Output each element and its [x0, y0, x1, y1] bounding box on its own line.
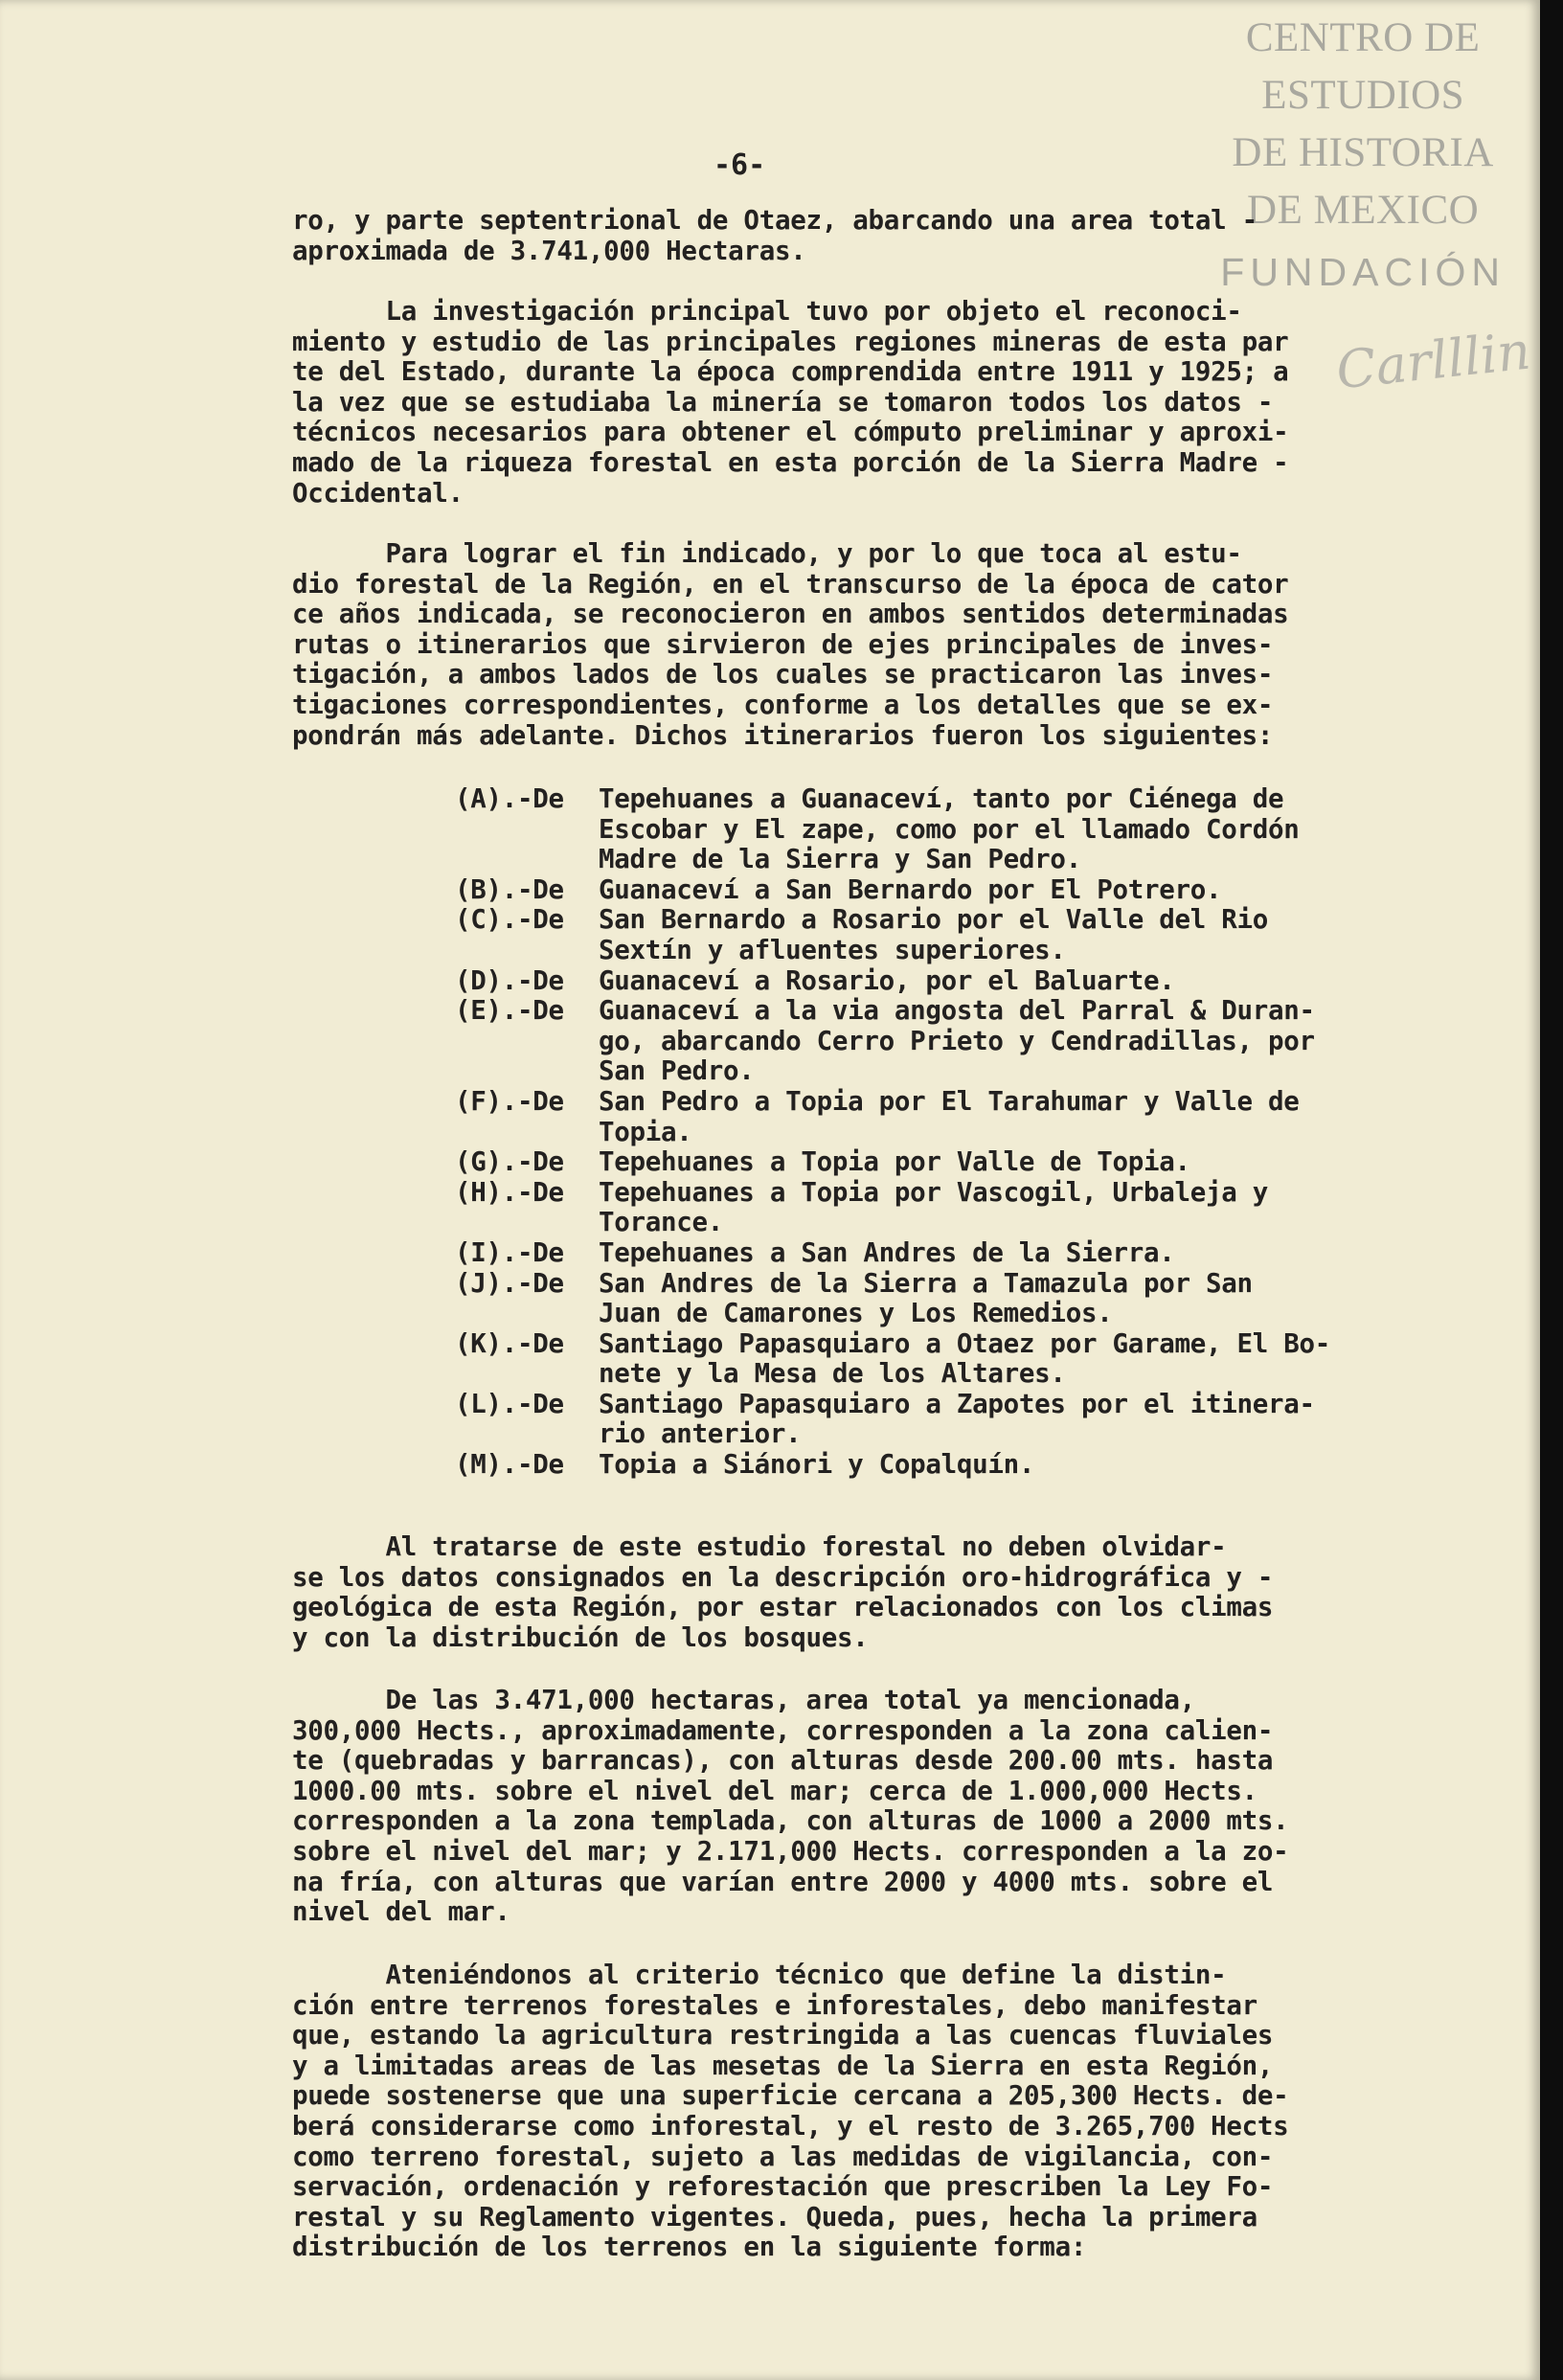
- paragraph-land-distribution: Ateniéndonos al criterio técnico que define la distin- ción entre terrenos forestales e inforestales, debo manifestar que, estando la agricultura restringida a las cuencas fluviales y a limitadas areas de las mesetas de la Sierra en esta Región, puede sostenerse que una superficie cercana a 205,300 Hects. de- berá considerarse como inforestal, y el resto de 3.265,700 Hects como terreno forestal, sujeto a las medidas de vigilancia, con- servación, ordenación y reforestación que prescriben la Ley Fo- restal y su Reglamento vigentes. Queda, pues, hecha la primera distribución de los terrenos en la siguiente forma:: [292, 1960, 1289, 2263]
- itinerary-text: San Pedro a Topia por El Tarahumar y Valle de Topia.: [599, 1085, 1300, 1147]
- itinerary-text: Guanaceví a Rosario, por el Baluarte.: [599, 964, 1175, 996]
- itinerary-text: Topia a Siánori y Copalquín.: [599, 1449, 1035, 1481]
- paragraph-routes: Para lograr el fin indicado, y por lo que toca al estu- dio forestal de la Región, en el transcurso de la época de cator ce años indicada, se reconocieron en ambos sentidos determinadas rutas o itinerarios que sirvieron de ejes principales de inves- tigación, a ambos lados de los cuales se practicaron las inves- tigaciones correspondientes, conforme a los detalles que se ex- pondrán más adelante. Dichos itinerarios fueron los siguientes:: [292, 538, 1289, 751]
- itinerary-text: Guanaceví a San Bernardo por El Potrero.: [599, 873, 1222, 905]
- itinerary-item: [455, 1269, 1330, 1329]
- itinerary-text: Santiago Papasquiaro a Zapotes por el itinera- rio anterior.: [599, 1388, 1315, 1450]
- itinerary-item: [455, 905, 1330, 965]
- itinerary-text: Tepehuanes a Topia por Valle de Topia.: [599, 1146, 1190, 1178]
- itinerary-letter: (F).-De: [455, 1085, 564, 1117]
- itinerary-letter: (H).-De: [455, 1176, 564, 1208]
- itinerary-item: [455, 784, 1330, 875]
- itinerary-item: [455, 1450, 1330, 1481]
- itinerary-item: [455, 1238, 1330, 1269]
- watermark-line: CENTRO DE: [1245, 15, 1481, 60]
- itinerary-item: [455, 1329, 1330, 1390]
- watermark-line: DE HISTORIA: [1232, 130, 1494, 175]
- itinerary-letter: (L).-De: [455, 1388, 564, 1419]
- itinerary-letter: (K).-De: [455, 1327, 564, 1359]
- itinerary-item: [455, 966, 1330, 997]
- itinerary-item: [455, 1178, 1330, 1238]
- itinerary-text: Santiago Papasquiaro a Otaez por Garame, El Bo- nete y la Mesa de los Altares.: [599, 1327, 1331, 1390]
- itinerary-letter: (J).-De: [455, 1267, 564, 1299]
- paragraph-zones: De las 3.471,000 hectaras, area total ya mencionada, 300,000 Hects., aproximadamente, corresponden a la zona calien- te (quebradas y barrancas), con alturas desde 200.00 mts. hasta 1000.00 mts. sobre el nivel del mar; cerca de 1.000,000 Hects. corresponden a la zona templada, con alturas de 1000 a 2000 mts. sobre el nivel del mar; y 2.171,000 Hects. corresponden a la zo- na fría, con alturas que varían entre 2000 y 4000 mts. sobre el nivel del mar.: [292, 1685, 1289, 1928]
- itinerary-letter: (G).-De: [455, 1146, 564, 1178]
- itinerary-text: Guanaceví a la via angosta del Parral & Duran- go, abarcando Cerro Prieto y Cendradillas, por San Pedro.: [599, 995, 1315, 1087]
- paragraph-investigation: La investigación principal tuvo por objeto el reconoci- miento y estudio de las principales regiones mineras de esta par te del Estado, durante la época comprendida entre 1911 y 1925; a la vez que se estudiaba la minería se tomaron todos los datos - técnicos necesarios para obtener el cómputo preliminar y aproxi- mado de la riqueza forestal en esta porción de la Sierra Madre - Occidental.: [292, 296, 1289, 509]
- itinerary-letter: (M).-De: [455, 1449, 564, 1481]
- itinerary-item: [455, 996, 1330, 1087]
- faint-signature: Carlllin: [1333, 320, 1533, 401]
- paragraph-climate-note: Al tratarse de este estudio forestal no deben olvidar- se los datos consignados en la descripción oro-hidrográfica y - geológica de esta Región, por estar relacionados con los climas y con la distribución de los bosques.: [292, 1531, 1274, 1653]
- itinerary-item: [455, 875, 1330, 906]
- itinerary-letter: (D).-De: [455, 964, 564, 996]
- itinerary-text: Tepehuanes a Topia por Vascogil, Urbaleja y Torance.: [599, 1176, 1269, 1238]
- itinerary-list: [455, 784, 1330, 1481]
- itinerary-letter: (I).-De: [455, 1236, 564, 1268]
- itinerary-text: Tepehuanes a Guanaceví, tanto por Ciénega de Escobar y El zape, como por el llamado Cordón Madre de la Sierra y San Pedro.: [599, 783, 1300, 875]
- itinerary-text: Tepehuanes a San Andres de la Sierra.: [599, 1236, 1175, 1268]
- watermark-line: DE MEXICO: [1247, 188, 1480, 233]
- itinerary-item: [455, 1390, 1330, 1450]
- itinerary-letter: (B).-De: [455, 873, 564, 905]
- itinerary-item: [455, 1087, 1330, 1147]
- itinerary-text: San Andres de la Sierra a Tamazula por San Juan de Camarones y Los Remedios.: [599, 1267, 1253, 1329]
- itinerary-item: [455, 1147, 1330, 1178]
- itinerary-letter: (E).-De: [455, 995, 564, 1027]
- paragraph-intro: ro, y parte septentrional de Otaez, abarcando una area total - aproximada de 3.741,000 Hectaras.: [292, 205, 1257, 266]
- watermark-line: FUNDACIÓN: [1220, 250, 1506, 294]
- watermark-line: ESTUDIOS: [1261, 73, 1465, 118]
- itinerary-letter: (C).-De: [455, 904, 564, 936]
- itinerary-letter: (A).-De: [455, 783, 564, 814]
- archive-watermark: [1220, 10, 1506, 301]
- itinerary-text: San Bernardo a Rosario por el Valle del Rio Sextín y afluentes superiores.: [599, 904, 1269, 965]
- page-number: -6-: [714, 148, 766, 182]
